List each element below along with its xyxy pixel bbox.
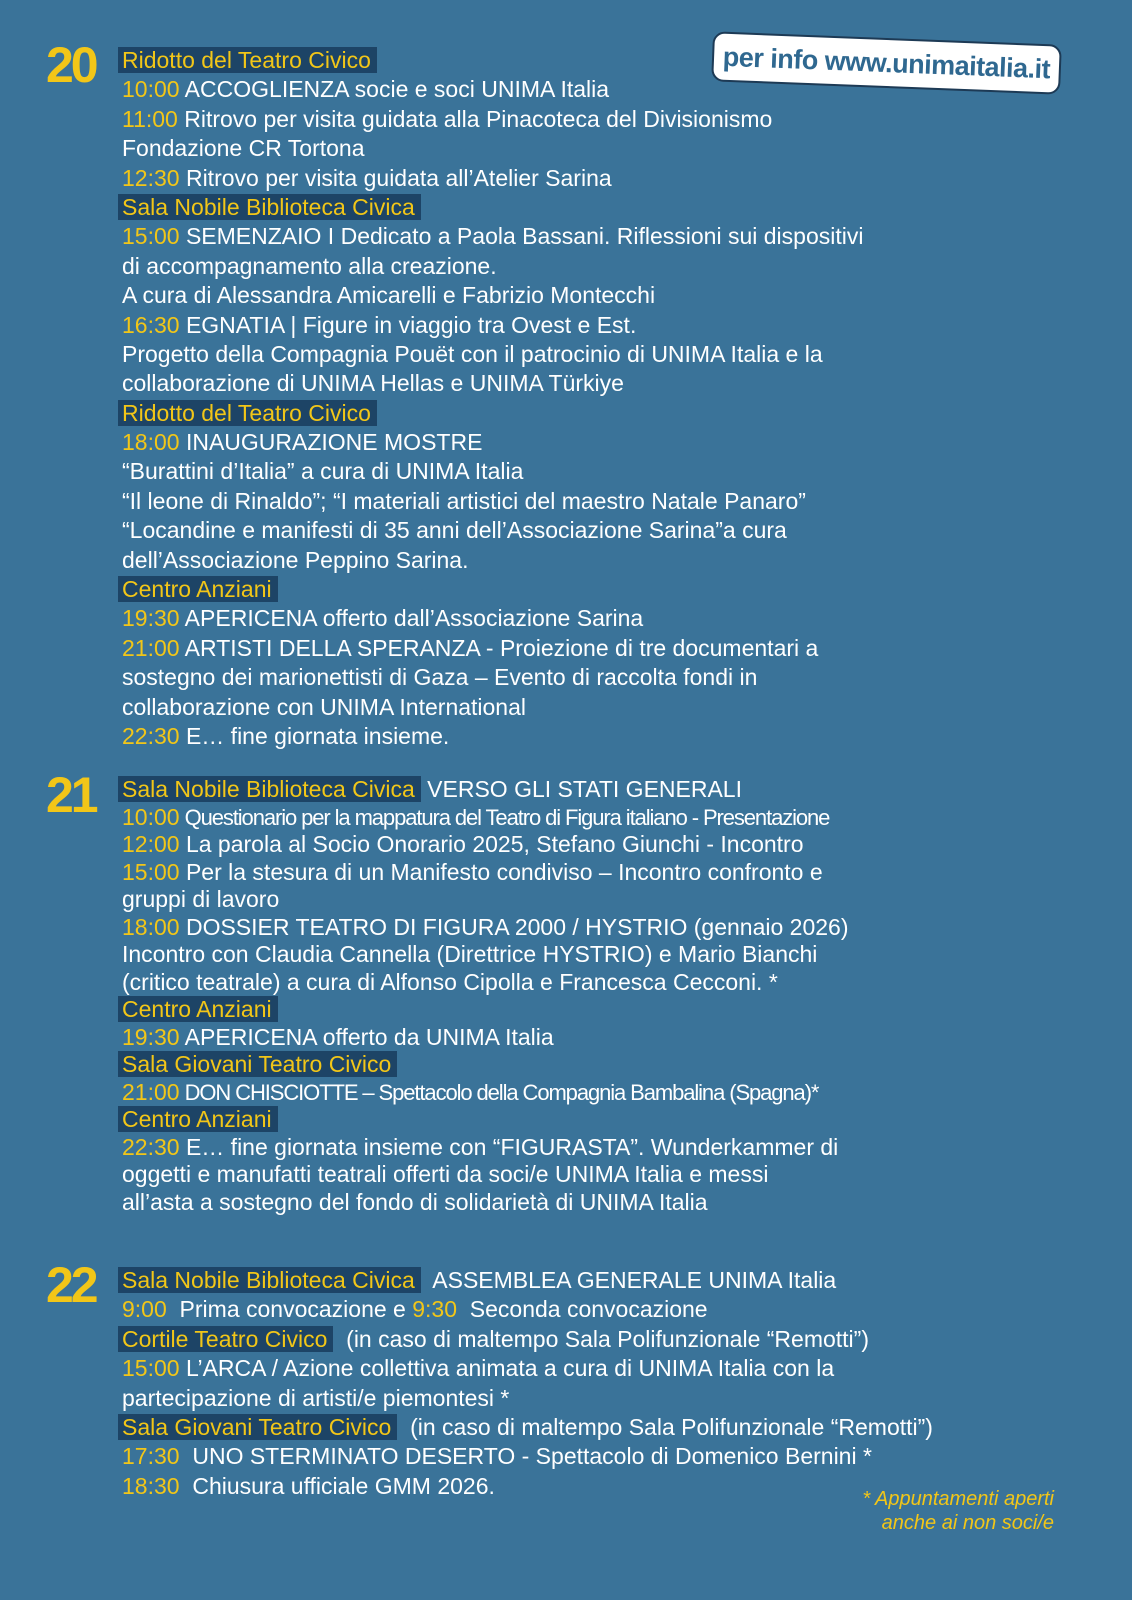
venue-label: Cortile Teatro Civico (118, 1326, 333, 1352)
schedule-line (122, 1413, 933, 1442)
day-number: 22 (46, 1257, 96, 1313)
schedule-line (122, 428, 863, 457)
event-text: EGNATIA | Figure in viaggio tra Ovest e Est. (179, 311, 637, 338)
event-time: 9:00 (122, 1296, 167, 1323)
venue-label: Sala Giovani Teatro Civico (118, 1414, 397, 1440)
event-text: collaborazione di UNIMA Hellas e UNIMA Türkiye (122, 370, 624, 397)
event-time: 12:00 (122, 831, 180, 857)
event-time: 19:30 (122, 605, 180, 632)
event-text: DON CHISCIOTTE – Spettacolo della Compagnia Bambalina (Spagna)* (179, 1079, 819, 1105)
event-time: 18:00 (122, 429, 180, 456)
schedule-line (122, 663, 863, 692)
schedule-line (122, 776, 849, 804)
schedule-line (122, 1295, 933, 1324)
schedule-line (122, 281, 863, 310)
venue-label: Ridotto del Teatro Civico (118, 47, 377, 73)
event-text: di accompagnamento alla creazione. (122, 252, 497, 279)
schedule-line (122, 804, 849, 832)
event-text: all’asta a sostegno del fondo di solidarietà di UNIMA Italia (122, 1188, 708, 1215)
event-time: 22:30 (122, 722, 180, 749)
event-text: ARTISTI DELLA SPERANZA - Proiezione di tre documentari a (179, 634, 819, 661)
event-text: DOSSIER TEATRO DI FIGURA 2000 / HYSTRIO (gennaio 2026) (179, 913, 849, 940)
venue-label: Centro Anziani (118, 576, 278, 602)
venue-label: Ridotto del Teatro Civico (118, 400, 377, 426)
schedule-line (122, 634, 863, 663)
schedule-line (122, 722, 863, 751)
event-text: UNO STERMINATO DESERTO - Spettacolo di Domenico Bernini * (179, 1443, 872, 1470)
event-text: Fondazione CR Tortona (122, 135, 365, 162)
schedule-line (122, 1384, 933, 1413)
footnote (862, 1487, 1054, 1535)
schedule-line (122, 886, 849, 914)
event-text: (in caso di maltempo Sala Polifunzionale “Remotti”) (333, 1325, 869, 1352)
schedule-line (122, 1354, 933, 1383)
event-text: Per la stesura di un Manifesto condiviso – Incontro confronto e (179, 858, 823, 885)
venue-label: Sala Nobile Biblioteca Civica (118, 194, 421, 220)
event-text: dell’Associazione Peppino Sarina. (122, 546, 469, 573)
schedule-line (122, 1161, 849, 1189)
event-text: ASSEMBLEA GENERALE UNIMA Italia (420, 1267, 837, 1293)
event-text: “Locandine e manifesti di 35 anni dell’Associazione Sarina”a cura (122, 517, 787, 544)
event-time: 10:00 (122, 76, 180, 103)
footnote-line: anche ai non soci/e (881, 1512, 1054, 1534)
event-time: 9:30 (412, 1296, 457, 1323)
event-text: oggetti e manufatti teatrali offerti da soci/e UNIMA Italia e messi (122, 1161, 769, 1187)
event-text: Incontro con Claudia Cannella (Direttrice HYSTRIO) e Mario Bianchi (122, 941, 818, 967)
venue-label: Centro Anziani (118, 1106, 278, 1132)
event-text: sostegno dei marionettisti di Gaza – Evento di raccolta fondi in (122, 664, 758, 691)
event-time: 16:30 (122, 311, 180, 338)
event-text: gruppi di lavoro (122, 886, 280, 912)
schedule-line (122, 1051, 849, 1079)
event-time: 11:00 (122, 105, 178, 132)
event-text: “Burattini d’Italia” a cura di UNIMA Italia (122, 458, 524, 485)
schedule-line (122, 369, 863, 398)
schedule-line (122, 546, 863, 575)
schedule-line (122, 340, 863, 369)
event-time: 19:30 (122, 1023, 180, 1050)
venue-label: Centro Anziani (118, 996, 278, 1022)
event-time: 10:00 (122, 803, 180, 830)
event-time: 15:00 (122, 223, 180, 250)
schedule-line (122, 1106, 849, 1134)
event-text: VERSO GLI STATI GENERALI (420, 776, 742, 802)
schedule-line (122, 831, 849, 859)
schedule-line (122, 311, 863, 340)
schedule-line (122, 487, 863, 516)
event-text: La parola al Socio Onorario 2025, Stefano Giunchi - Incontro (179, 831, 804, 857)
event-text: L’ARCA / Azione collettiva animata a cura di UNIMA Italia con la (179, 1355, 835, 1382)
schedule-line (122, 1325, 933, 1354)
day-number: 20 (46, 37, 96, 93)
event-text: SEMENZAIO I Dedicato a Paola Bassani. Riflessioni sui dispositivi (179, 223, 864, 250)
event-text: Chiusura ufficiale GMM 2026. (179, 1472, 495, 1499)
venue-label: Sala Giovani Teatro Civico (118, 1051, 397, 1077)
event-time: 15:00 (122, 1355, 180, 1382)
event-text: (in caso di maltempo Sala Polifunzionale “Remotti”) (397, 1413, 933, 1440)
event-text: Ritrovo per visita guidata all’Atelier Sarina (179, 164, 612, 191)
event-text: INAUGURAZIONE MOSTRE (179, 429, 483, 456)
event-text: partecipazione di artisti/e piemontesi * (122, 1384, 510, 1411)
schedule-line (122, 134, 863, 163)
event-time: 12:30 (122, 164, 180, 191)
schedule-line (122, 222, 863, 251)
event-text: Ritrovo per visita guidata alla Pinacoteca del Divisionismo (177, 105, 773, 132)
schedule-line (122, 996, 849, 1024)
event-text: ACCOGLIENZA socie e soci UNIMA Italia (179, 76, 610, 103)
event-time: 22:30 (122, 1133, 180, 1160)
schedule-line (122, 457, 863, 486)
schedule-line (122, 969, 849, 997)
event-text: APERICENA offerto dall’Associazione Sarina (179, 605, 644, 632)
schedule-line (122, 859, 849, 887)
event-time: 21:00 (122, 634, 180, 661)
event-time: 21:00 (122, 1078, 180, 1105)
schedule-line (122, 193, 863, 222)
schedule-line (122, 105, 863, 134)
schedule-line (122, 693, 863, 722)
schedule-line (122, 75, 863, 104)
event-text: A cura di Alessandra Amicarelli e Fabrizio Montecchi (122, 282, 656, 309)
schedule-line (122, 1189, 849, 1217)
venue-label: Sala Nobile Biblioteca Civica (118, 776, 421, 802)
schedule-line (122, 1024, 849, 1052)
event-text: E… fine giornata insieme. (179, 722, 450, 749)
event-time: 18:30 (122, 1472, 180, 1499)
schedule-line (122, 575, 863, 604)
schedule-line (122, 399, 863, 428)
event-text: E… fine giornata insieme con “FIGURASTA”. Wunderkammer di (179, 1133, 839, 1160)
event-text: (critico teatrale) a cura di Alfonso Cipolla e Francesca Cecconi. * (122, 968, 778, 995)
schedule-line (122, 914, 849, 942)
event-text: APERICENA offerto da UNIMA Italia (179, 1023, 554, 1050)
schedule-line (122, 1472, 933, 1501)
day-number: 21 (46, 767, 96, 823)
schedule-line (122, 1079, 849, 1107)
schedule-line (122, 1442, 933, 1471)
event-text: collaborazione con UNIMA International (122, 693, 527, 720)
event-text: Progetto della Compagnia Pouët con il patrocinio di UNIMA Italia e la (122, 340, 823, 367)
schedule-line (122, 46, 863, 75)
event-time: 17:30 (122, 1443, 180, 1470)
event-text: Prima convocazione e (166, 1296, 413, 1323)
event-time: 15:00 (122, 858, 180, 885)
schedule-line (122, 604, 863, 633)
website-info-badge: per info www.unimaitalia.it (711, 31, 1062, 94)
schedule-line (122, 941, 849, 969)
event-text: “Il leone di Rinaldo”; “I materiali artistici del maestro Natale Panaro” (122, 487, 806, 514)
event-text: Seconda convocazione (456, 1296, 708, 1323)
footnote-line: * Appuntamenti aperti (862, 1488, 1054, 1510)
schedule-line (122, 164, 863, 193)
schedule-line (122, 516, 863, 545)
event-text: Questionario per la mappatura del Teatro di Figura italiano - Presentazione (179, 804, 830, 830)
schedule-line (122, 252, 863, 281)
schedule-line (122, 1134, 849, 1162)
event-time: 18:00 (122, 913, 180, 940)
venue-label: Sala Nobile Biblioteca Civica (118, 1267, 421, 1293)
schedule-line (122, 1266, 933, 1295)
